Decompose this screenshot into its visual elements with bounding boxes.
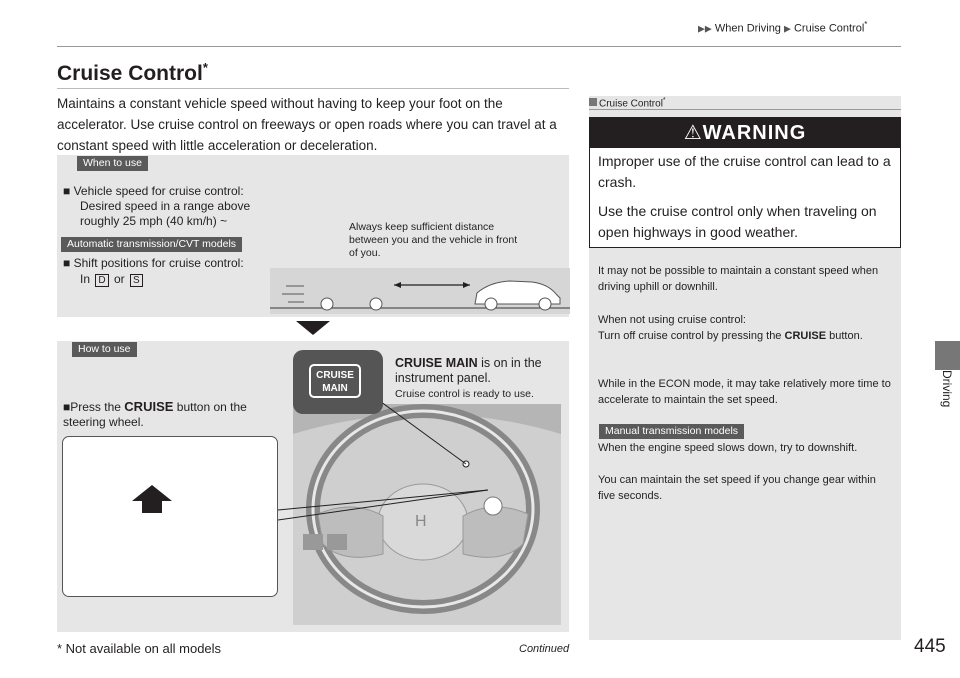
press-suffix: button on the steering wheel. [63, 400, 247, 429]
warning-header [590, 118, 900, 148]
warning-triangle-icon: ⚠ [683, 122, 703, 144]
breadcrumb [698, 20, 867, 35]
note-econ: While in the ECON mode, it may take relatively more time to accelerate to maintain the set speed. [598, 378, 891, 406]
speed-title: Vehicle speed for cruise control: [73, 184, 244, 198]
breadcrumb-arrow-icon: ▶ [784, 23, 791, 34]
page-title [57, 60, 208, 86]
when-to-use-tag: When to use [77, 156, 148, 171]
rear-car-wheel [370, 298, 382, 310]
press-prefix: Press the [70, 400, 121, 414]
title-divider [57, 88, 569, 89]
page-title-star: * [202, 60, 208, 75]
bullet-square-icon: ■ [63, 256, 71, 270]
manual-transmission-tag: Manual transmission models [599, 424, 744, 439]
chapter-tab[interactable] [935, 341, 960, 370]
how-to-use-tag: How to use [72, 342, 137, 357]
press-bold: CRUISE [124, 399, 174, 414]
chapter-label: Driving [940, 370, 954, 408]
breadcrumb-section[interactable]: When Driving [714, 22, 781, 35]
shift-in: In [80, 272, 91, 286]
breadcrumb-page: Cruise Control [793, 22, 865, 35]
note-uphill: It may not be possible to maintain a constant speed when driving uphill or downhill. [598, 265, 879, 293]
intro-paragraph: Maintains a constant vehicle speed without having to keep your foot on the accelerator. Use cruise control on freeways or open roads where you can travel at a constant speed with little acceleration or deceleration. [57, 96, 557, 153]
shift-or: or [113, 272, 125, 286]
sidebar-divider [589, 109, 901, 110]
breadcrumb-arrow-icon: ▶▶ [698, 23, 712, 34]
button-closeup-frame [62, 436, 278, 597]
sidebar-heading [589, 97, 666, 109]
warning-text-2: Use the cruise control only when traveling on open highways in good weather. [598, 203, 877, 240]
arrow-up-icon [130, 483, 174, 515]
arrow-up-shape [132, 485, 172, 513]
page-number: 445 [914, 636, 946, 657]
rear-car-wheel [321, 298, 333, 310]
breadcrumb-star: * [864, 20, 868, 29]
callout-line [278, 490, 488, 520]
note-turn-off-prefix: Turn off cruise control by pressing the [598, 330, 782, 342]
warning-box [589, 117, 901, 248]
warning-text-1: Improper use of the cruise control can lead to a crash. [598, 153, 891, 190]
speed-bullet [63, 184, 283, 199]
sidebar-head-text: Cruise Control [599, 98, 663, 110]
transmission-tag: Automatic transmission/CVT models [61, 237, 242, 252]
front-car-wheel [539, 298, 551, 310]
cruise-main-rest: is on in the instrument panel. [395, 356, 542, 385]
note-turn-off [598, 328, 894, 344]
bullet-square-icon: ■ [63, 184, 71, 198]
press-instruction [63, 399, 263, 430]
note-turn-off-bold: CRUISE [784, 330, 827, 342]
shift-positions [80, 272, 145, 287]
continued-label: Continued [519, 643, 570, 655]
footnote: * Not available on all models [57, 641, 222, 656]
warning-label: WARNING [702, 122, 807, 144]
cruise-button-line1: CRUISE [316, 370, 354, 381]
distance-caption: Always keep sufficient distance between you and the vehicle in front of you. [349, 221, 518, 259]
gear-s-icon: S [130, 274, 143, 287]
cruise-main-button-icon [309, 364, 361, 398]
sidebar-head-star: * [662, 97, 666, 104]
front-car-wheel [485, 298, 497, 310]
logo-mark: H [415, 513, 427, 530]
cruise-main-bold: CRUISE MAIN [395, 356, 478, 370]
speed-desc: Desired speed in a range above roughly 25 mph (40 km/h) ~ [80, 199, 251, 228]
callout-line [278, 490, 488, 510]
sidebar-ref-icon [589, 98, 597, 106]
cruise-button-line2: MAIN [322, 383, 348, 394]
shift-title: Shift positions for cruise control: [73, 256, 244, 270]
note-not-using-title: When not using cruise control: [598, 314, 746, 326]
note-downshift: When the engine speed slows down, try to downshift. [598, 442, 858, 454]
page-title-text: Cruise Control [57, 62, 203, 85]
shift-bullet [63, 256, 288, 271]
header-divider [57, 46, 901, 47]
note-turn-off-suffix: button. [829, 330, 863, 342]
down-arrow-icon [296, 321, 330, 335]
car-distance-illustration [270, 268, 570, 314]
cruise-main-button-closeup [293, 350, 383, 414]
gear-d-icon: D [95, 274, 108, 287]
bullet-square-icon: ■ [63, 400, 71, 414]
note-change-gear: You can maintain the set speed if you change gear within five seconds. [598, 474, 876, 502]
ready-caption: Cruise control is ready to use. [395, 388, 534, 400]
